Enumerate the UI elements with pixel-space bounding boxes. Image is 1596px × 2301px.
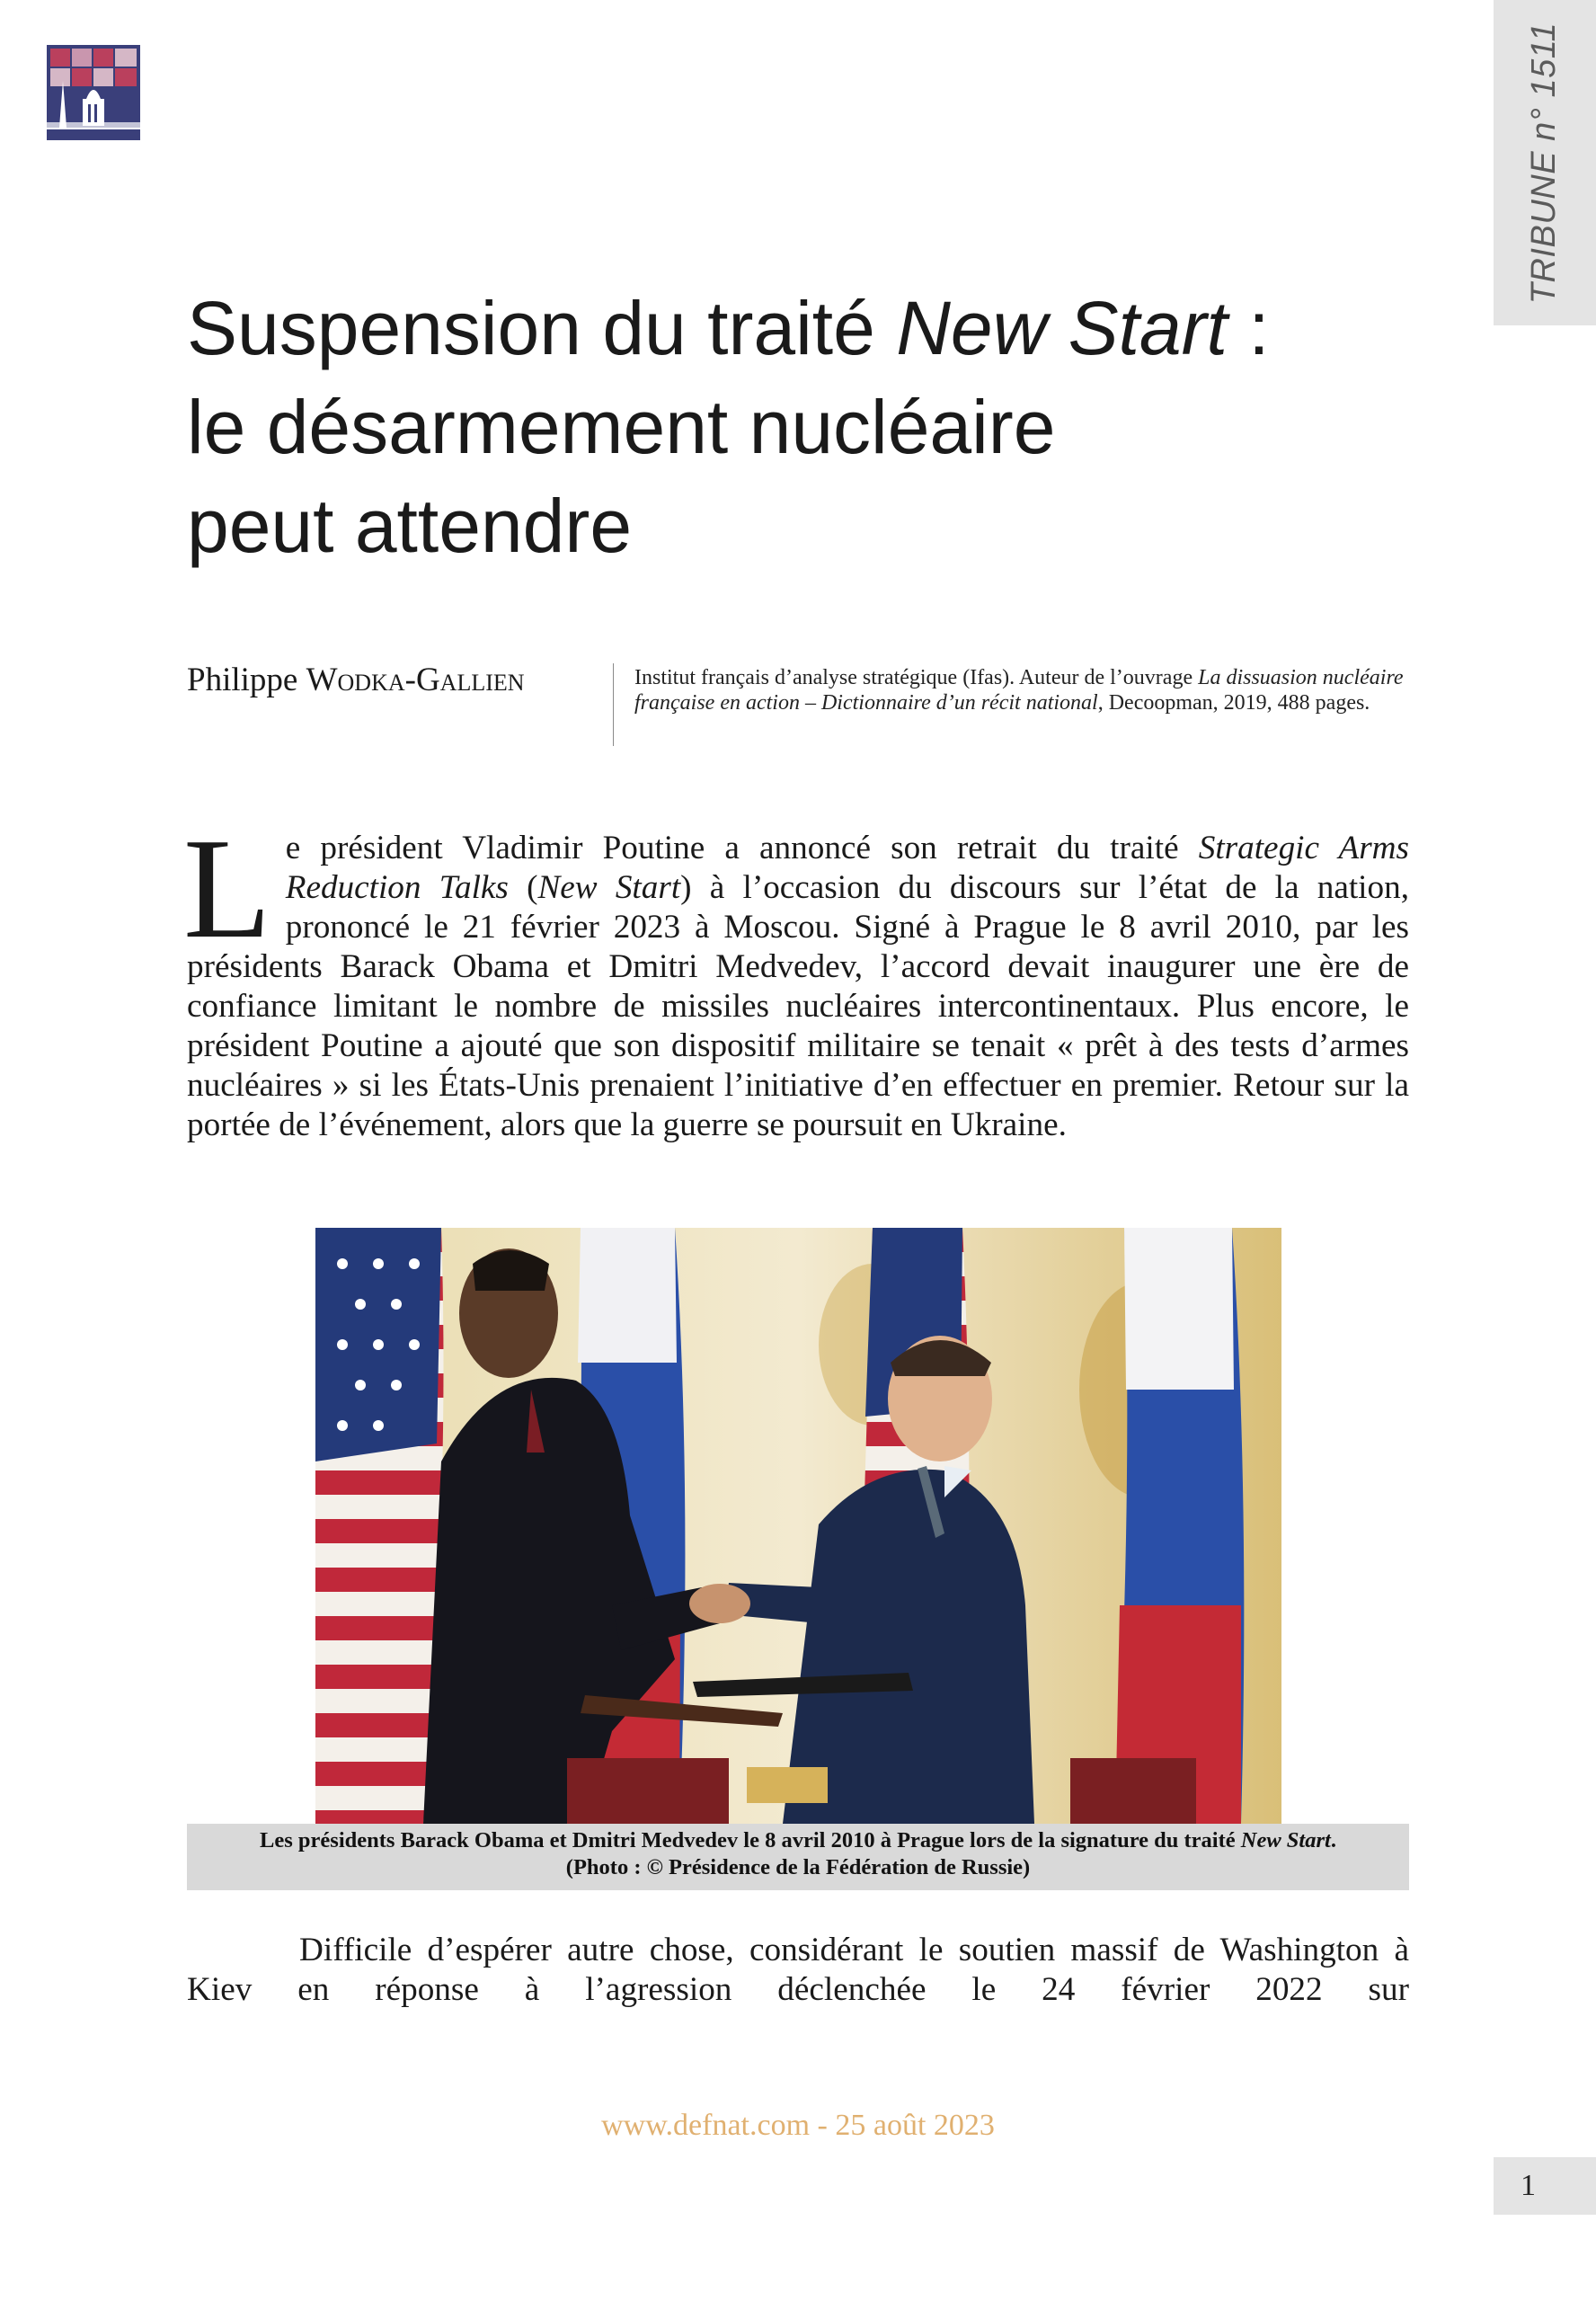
- issue-tab: [1494, 0, 1596, 325]
- affiliation-text: Institut français d’analyse stratégique (Ifas). Auteur de l’ouvrage: [634, 666, 1199, 689]
- page-number: 1: [1494, 2157, 1596, 2215]
- issue-label: TRIBUNE n° 1511: [1525, 22, 1564, 304]
- lead-text-1: e président Vladimir Poutine a annoncé son retrait du traité: [285, 830, 1199, 866]
- affiliation-publisher: , Decoopman, 2019, 488 pages.: [1097, 691, 1370, 715]
- logo: [47, 45, 140, 140]
- author-name: [187, 661, 525, 699]
- signing-photo: [315, 1228, 1281, 1824]
- author-last-name: Wodka-Gallien: [306, 662, 525, 698]
- title-line1: Suspension du traité: [187, 286, 897, 370]
- caption-treaty-name: New Start: [1240, 1828, 1331, 1852]
- lead-text-3: ) à l’occasion du discours sur l’état de la nation, prononcé le 21 février 2023 à Moscou. Signé à Prague le 8 avril 2010, par les présidents Barack Obama et Dmitri Medvedev, l’accord devait inaugurer une ère de confiance limitant le nombre de missiles nucléaires intercontinentaux. Plus encore, le président Poutine a ajouté que son dispositif militaire se tenait « prêt à des tests d’armes nucléaires » si les États-Unis prenaient l’initiative d’en effectuer en premier. Retour sur la portée de l’événement, alors que la guerre se poursuit en Ukraine.: [187, 869, 1409, 1143]
- article-title: [187, 279, 1463, 575]
- caption-period: .: [1330, 1828, 1336, 1852]
- author-divider: [613, 663, 614, 746]
- lead-treaty-name: New Start: [537, 869, 681, 906]
- title-line2: le désarmement nucléaire: [187, 385, 1056, 469]
- lead-paragraph: [183, 808, 1409, 1145]
- drop-cap: L: [183, 808, 271, 968]
- footer-source: www.defnat.com - 25 août 2023: [601, 2109, 995, 2142]
- body-paragraph: Difficile d’espérer autre chose, considérant le soutien massif de Washington à Kiev en réponse à l’agression déclenchée le 24 février 2022 sur: [187, 1932, 1409, 2008]
- title-colon: :: [1227, 286, 1270, 370]
- lead-treaty-full-name: Strategic Arms Reduction Talks: [285, 830, 1409, 906]
- title-line3: peut attendre: [187, 484, 633, 568]
- caption-credit: (Photo : © Présidence de la Fédération de Russie): [565, 1855, 1031, 1879]
- lead-text-2: (: [508, 869, 538, 906]
- photo-caption: [187, 1824, 1409, 1890]
- author-affiliation: [634, 665, 1413, 715]
- title-treaty-name: New Start: [896, 286, 1228, 370]
- affiliation-book-title: La dissuasion nucléaire française en action – Dictionnaire d’un récit national: [634, 666, 1404, 715]
- author-first-name: Philippe: [187, 662, 306, 698]
- caption-text: Les présidents Barack Obama et Dmitri Medvedev le 8 avril 2010 à Prague lors de la signature du traité: [260, 1828, 1241, 1852]
